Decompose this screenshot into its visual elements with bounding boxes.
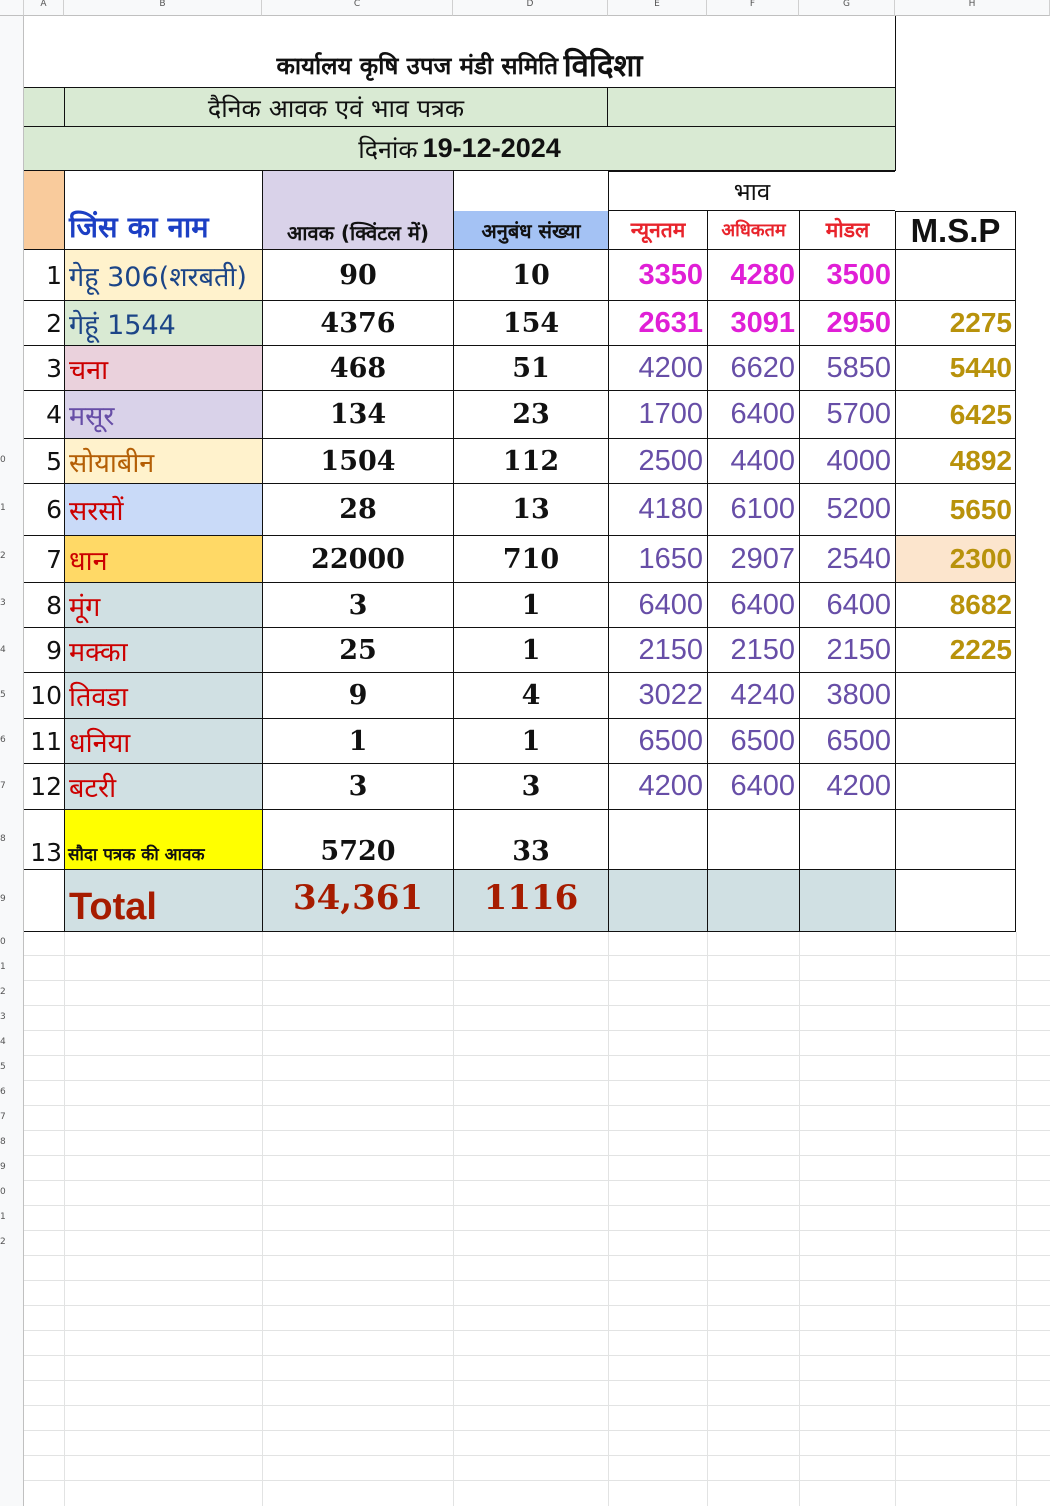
msp-value: 5650: [895, 484, 1016, 536]
row-serial: 1: [24, 250, 64, 301]
row-serial: 12: [24, 764, 64, 810]
crop-name: गेहूं 1544: [64, 301, 262, 346]
column-letter: C: [353, 0, 361, 9]
row-header-gutter[interactable]: [0, 16, 24, 1506]
column-header-d[interactable]: [453, 0, 608, 16]
contracts-value: 10: [453, 250, 608, 301]
contracts-value: 1: [453, 719, 608, 764]
modal-price: 3500: [799, 250, 895, 301]
modal-price: 2540: [799, 536, 895, 583]
msp-value: 8682: [895, 583, 1016, 628]
contracts-value: 1: [453, 583, 608, 628]
row-number: 8: [0, 1137, 6, 1147]
column-letter: D: [526, 0, 534, 9]
max-price: 4280: [707, 250, 799, 301]
max-price: 2907: [707, 536, 799, 583]
column-header-h[interactable]: [895, 0, 1050, 16]
row-number: 7: [0, 1112, 6, 1122]
msp-value: [895, 250, 1016, 301]
contracts-value: 710: [453, 536, 608, 583]
min-price: 4200: [608, 764, 707, 810]
row-serial: 4: [24, 391, 64, 439]
header-modal: मोडल: [799, 211, 895, 250]
column-header-e[interactable]: [608, 0, 707, 16]
arrival-value: 3: [262, 583, 453, 628]
header-arrival: आवक (क्विंटल में): [262, 171, 453, 250]
modal-price: 4000: [799, 439, 895, 484]
arrival-value: 1504: [262, 439, 453, 484]
column-header-g[interactable]: [799, 0, 895, 16]
modal-price: 5700: [799, 391, 895, 439]
modal-price: 6500: [799, 719, 895, 764]
min-price: 1700: [608, 391, 707, 439]
arrival-value: 9: [262, 673, 453, 719]
msp-value: [895, 719, 1016, 764]
crop-name: चना: [64, 346, 262, 391]
office-city: विदिशा: [563, 48, 643, 84]
arrival-value: 22000: [262, 536, 453, 583]
msp-value: [895, 673, 1016, 719]
empty-cell: [707, 870, 799, 932]
min-price: 1650: [608, 536, 707, 583]
modal-price: 5850: [799, 346, 895, 391]
row-number: 4: [0, 1037, 6, 1047]
contracts-value: 13: [453, 484, 608, 536]
column-header-b[interactable]: [64, 0, 262, 16]
msp-value: 5440: [895, 346, 1016, 391]
row-serial: 10: [24, 673, 64, 719]
arrival-value: 3: [262, 764, 453, 810]
row-number: 9: [0, 894, 6, 904]
crop-name: बटरी: [64, 764, 262, 810]
row-serial: 5: [24, 439, 64, 484]
arrival-value: 25: [262, 628, 453, 673]
modal-price: 4200: [799, 764, 895, 810]
row-number: 0: [0, 455, 6, 465]
contracts-value: 4: [453, 673, 608, 719]
column-header-a[interactable]: [24, 0, 64, 16]
modal-price: 3800: [799, 673, 895, 719]
contracts-value: 51: [453, 346, 608, 391]
contracts-value: 1: [453, 628, 608, 673]
row-serial: 13: [24, 810, 64, 870]
max-price: 4400: [707, 439, 799, 484]
date-row: [24, 127, 895, 171]
empty-cell: [799, 870, 895, 932]
column-header-c[interactable]: [262, 0, 453, 16]
row-serial: 7: [24, 536, 64, 583]
crop-name: तिवडा: [64, 673, 262, 719]
crop-name: मूंग: [64, 583, 262, 628]
row-serial: 11: [24, 719, 64, 764]
row-number: 1: [0, 503, 6, 513]
row-number: 4: [0, 645, 6, 655]
crop-name: मक्का: [64, 628, 262, 673]
min-price: 3350: [608, 250, 707, 301]
min-price: 6400: [608, 583, 707, 628]
min-price: 3022: [608, 673, 707, 719]
row-serial: 2: [24, 301, 64, 346]
office-title: [24, 44, 895, 86]
max-price: 2150: [707, 628, 799, 673]
sauda-arrival: 5720: [262, 810, 453, 870]
max-price: 6620: [707, 346, 799, 391]
header-contracts-top: [453, 171, 608, 211]
modal-price: 2150: [799, 628, 895, 673]
column-border: [895, 16, 896, 171]
modal-price: 6400: [799, 583, 895, 628]
crop-name: धनिया: [64, 719, 262, 764]
row-number: 1: [0, 962, 6, 972]
min-price: 4200: [608, 346, 707, 391]
contracts-value: 112: [453, 439, 608, 484]
row-number: 8: [0, 834, 6, 844]
msp-value: 2300: [895, 536, 1016, 583]
row-number: 5: [0, 690, 6, 700]
min-price: 6500: [608, 719, 707, 764]
column-header-f[interactable]: [707, 0, 799, 16]
min-price: 2631: [608, 301, 707, 346]
msp-value: 4892: [895, 439, 1016, 484]
row-number: 6: [0, 1087, 6, 1097]
max-price: 6400: [707, 764, 799, 810]
modal-price: 2950: [799, 301, 895, 346]
arrival-value: 134: [262, 391, 453, 439]
office-title-text: कार्यालय कृषि उपज मंडी समिति: [276, 51, 559, 80]
column-letter: E: [654, 0, 660, 9]
msp-value: 6425: [895, 391, 1016, 439]
row-number: 2: [0, 551, 6, 561]
empty-cell: [799, 810, 895, 870]
contracts-value: 3: [453, 764, 608, 810]
header-sn-cell: [24, 171, 64, 250]
empty-cell: [895, 810, 1016, 870]
sauda-label: सौदा पत्रक की आवक: [64, 810, 262, 870]
row-number: 0: [0, 1187, 6, 1197]
corner-select-all[interactable]: [0, 0, 24, 16]
total-contracts: 1116: [453, 870, 608, 932]
header-msp: M.S.P: [895, 211, 1016, 250]
crop-name: सोयाबीन: [64, 439, 262, 484]
total-label: Total: [64, 870, 262, 932]
row-number: 0: [0, 937, 6, 947]
row-number: 7: [0, 781, 6, 791]
arrival-value: 28: [262, 484, 453, 536]
empty-cell: [24, 870, 64, 932]
row-number: 3: [0, 1012, 6, 1022]
contracts-value: 154: [453, 301, 608, 346]
min-price: 2150: [608, 628, 707, 673]
row-number: 9: [0, 1162, 6, 1172]
empty-cell: [895, 870, 1016, 932]
min-price: 4180: [608, 484, 707, 536]
row-number: 2: [0, 1237, 6, 1247]
max-price: 6500: [707, 719, 799, 764]
row-number: 2: [0, 987, 6, 997]
arrival-value: 90: [262, 250, 453, 301]
msp-value: 2275: [895, 301, 1016, 346]
crop-name: मसूर: [64, 391, 262, 439]
header-max: अधिकतम: [707, 211, 799, 250]
max-price: 6400: [707, 391, 799, 439]
date-label: दिनांक: [358, 134, 418, 164]
arrival-value: 4376: [262, 301, 453, 346]
header-contracts: अनुबंध संख्या: [453, 211, 608, 250]
max-price: 6100: [707, 484, 799, 536]
arrival-value: 468: [262, 346, 453, 391]
max-price: 3091: [707, 301, 799, 346]
contracts-value: 23: [453, 391, 608, 439]
date-value: 19-12-2024: [422, 133, 561, 163]
row-serial: 8: [24, 583, 64, 628]
empty-cell: [707, 810, 799, 870]
msp-value: 2225: [895, 628, 1016, 673]
arrival-value: 1: [262, 719, 453, 764]
empty-cell: [608, 810, 707, 870]
row-number: 1: [0, 1212, 6, 1222]
crop-name: गेहू 306(शरबती): [64, 250, 262, 301]
header-crop-name: जिंस का नाम: [64, 171, 262, 250]
row-number: 3: [0, 598, 6, 608]
modal-price: 5200: [799, 484, 895, 536]
row-serial: 6: [24, 484, 64, 536]
column-letter: A: [40, 0, 47, 9]
sheet-title: दैनिक आवक एवं भाव पत्रक: [207, 94, 465, 123]
min-price: 2500: [608, 439, 707, 484]
max-price: 4240: [707, 673, 799, 719]
msp-value: [895, 764, 1016, 810]
total-arrival: 34,361: [262, 870, 453, 932]
column-letter: B: [159, 0, 166, 9]
row-number: 6: [0, 735, 6, 745]
header-min: न्यूनतम: [608, 211, 707, 250]
header-bhav: भाव: [608, 171, 895, 211]
column-letter: H: [968, 0, 976, 9]
max-price: 6400: [707, 583, 799, 628]
row-serial: 9: [24, 628, 64, 673]
column-letter: G: [843, 0, 850, 9]
crop-name: धान: [64, 536, 262, 583]
row-serial: 3: [24, 346, 64, 391]
empty-cell: [608, 870, 707, 932]
row-number: 5: [0, 1062, 6, 1072]
column-letter: F: [749, 0, 756, 9]
sauda-contracts: 33: [453, 810, 608, 870]
crop-name: सरसों: [64, 484, 262, 536]
